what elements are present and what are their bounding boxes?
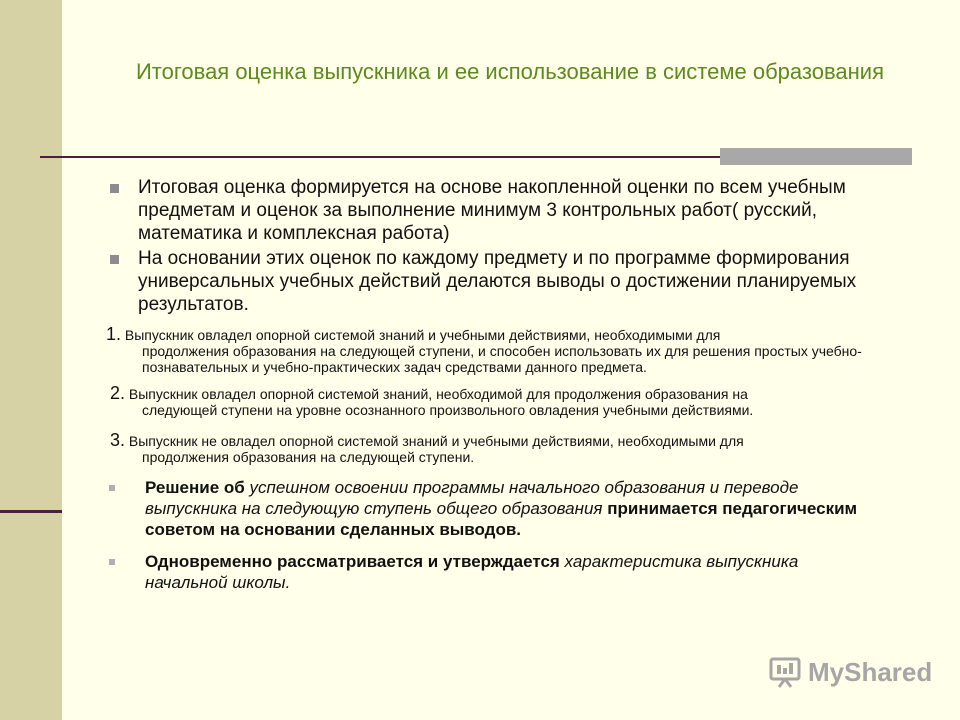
left-decorative-band <box>0 0 62 720</box>
bullet-text: На основании этих оценок по каждому предмету и по программе формирования универсальных учебных действий делаются выводы о достижении планируемых результатов. <box>138 248 857 315</box>
item-number: 3. <box>110 430 126 450</box>
decision-bold-start: Решение об <box>145 478 250 497</box>
item-text-rest: продолжения образования на следующей ступени, и способен использовать их для решения простых учебно-познавательных и учебно-практических задач средствами данного предмета. <box>142 343 862 375</box>
bullet-text: Итоговая оценка формируется на основе накопленной оценки по всем учебным предметам и оценок за выполнение минимум 3 контрольных работ( русский, математика и комплексная работа) <box>138 177 846 244</box>
approval-bold: Одновременно рассматривается и утверждается <box>145 552 565 571</box>
item-text-first-line: Выпускник овладел опорной системой знаний, необходимой для продолжения образования на <box>128 386 748 402</box>
slide-title: Итоговая оценка выпускника и ее использование в системе образования <box>135 59 885 84</box>
numbered-item <box>106 326 886 375</box>
item-text-rest: продолжения образования на следующей ступени. <box>142 449 475 465</box>
item-number: 1. <box>106 324 122 344</box>
decision-bullet <box>145 477 875 540</box>
decision-italic: успешном освоении программы начального образования и переводе выпускника на следующую ступень общего образования <box>145 478 799 518</box>
square-bullet-icon <box>110 184 119 193</box>
title-gray-bar <box>720 148 912 165</box>
small-square-bullet-icon <box>109 559 115 565</box>
left-band-divider <box>0 510 62 513</box>
numbered-item <box>110 385 890 418</box>
numbered-item <box>110 432 890 465</box>
square-bullet-icon <box>110 255 119 264</box>
presentation-board-icon <box>768 656 802 688</box>
item-text-rest: следующей ступени на уровне осознанного произвольного овладения учебными действиями. <box>142 402 754 418</box>
approval-italic: характеристика выпускника начальной школы. <box>145 552 799 592</box>
item-text-first-line: Выпускник овладел опорной системой знаний и учебными действиями, необходимыми для <box>124 327 721 343</box>
decision-bold-end: принимается педагогическим советом на основании сделанных выводов. <box>145 499 858 539</box>
bullet-item <box>138 176 868 245</box>
item-text-first-line: Выпускник не овладел опорной системой знаний и учебными действиями, необходимыми для <box>128 433 744 449</box>
item-number: 2. <box>110 383 126 403</box>
watermark-text: MyShared <box>808 656 933 687</box>
small-square-bullet-icon <box>109 485 115 491</box>
approval-bullet <box>145 551 875 593</box>
myshared-watermark <box>768 656 932 688</box>
bullet-item <box>138 247 868 316</box>
